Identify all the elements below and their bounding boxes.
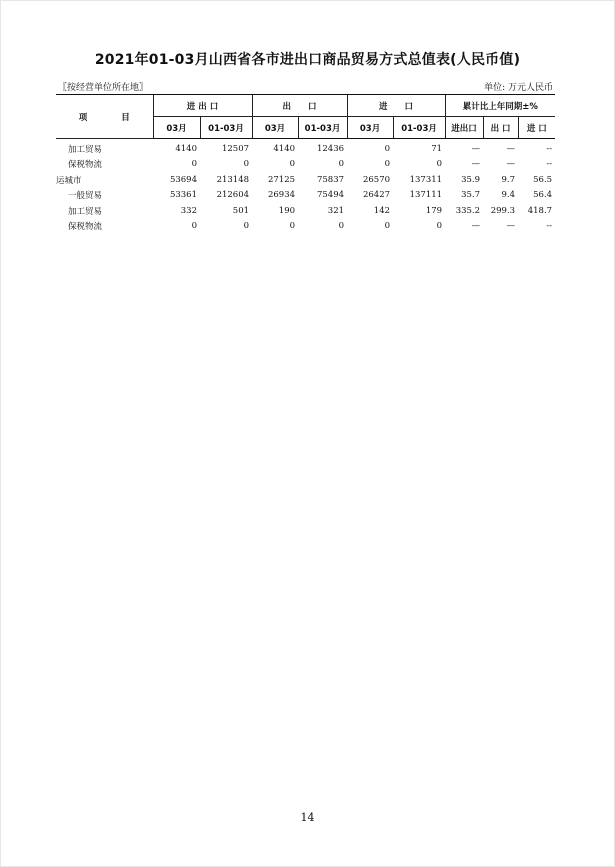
- table-cell: 0: [384, 221, 391, 232]
- row-label: 加工贸易: [68, 144, 103, 155]
- table-cell: 190: [278, 205, 296, 216]
- table-cell: 0: [191, 159, 197, 170]
- header-ex-month: 03月: [252, 117, 298, 139]
- table-cell: 56.5: [533, 174, 553, 185]
- table-cell: —: [471, 221, 481, 232]
- table-cell: —: [506, 159, 516, 170]
- table-cell: 137311: [409, 174, 443, 185]
- page-title: 2021年01-03月山西省各市进出口商品贸易方式总值表(人民币值): [94, 52, 521, 68]
- header-yoy-change: 累计比上年同期±%: [445, 95, 555, 117]
- row-label: 保税物流: [68, 160, 103, 171]
- table-cell: 26570: [362, 174, 391, 185]
- table-cell: —: [471, 159, 481, 170]
- table-cell: 332: [180, 205, 197, 216]
- table-cell: 53361: [169, 190, 197, 201]
- header-item: 项 目: [56, 95, 153, 139]
- table-row: [56, 203, 555, 219]
- table-cell: --: [546, 221, 553, 232]
- table-cell: 179: [425, 205, 443, 216]
- table-cell: 75837: [316, 174, 345, 185]
- table-body: [56, 139, 555, 235]
- table-cell: 71: [431, 143, 443, 154]
- table-cell: 0: [289, 159, 296, 170]
- table-cell: 0: [191, 221, 197, 232]
- table-cell: --: [546, 159, 553, 170]
- table-cell: 35.7: [461, 190, 481, 201]
- header-export: 出 口: [252, 95, 347, 117]
- table-cell: 4140: [273, 143, 296, 154]
- trade-value-table: [56, 94, 555, 234]
- table-cell: 299.3: [490, 205, 516, 216]
- header-import: 进 口: [347, 95, 445, 117]
- table-cell: 0: [436, 221, 443, 232]
- header-import-export: 进 出 口: [153, 95, 252, 117]
- table-cell: 0: [338, 159, 345, 170]
- table-cell: 9.7: [501, 174, 516, 185]
- header-yoy-ex: 出 口: [483, 117, 518, 139]
- table-cell: —: [506, 143, 516, 154]
- table-cell: 27125: [267, 174, 296, 185]
- table-cell: --: [546, 143, 553, 154]
- table-cell: 12436: [316, 143, 345, 154]
- table-cell: 0: [384, 143, 391, 154]
- statistics-basis-note: 〖按经营单位所在地〗: [58, 83, 149, 93]
- table-row: [56, 188, 555, 204]
- table-cell: 9.4: [501, 190, 516, 201]
- table-cell: 335.2: [455, 205, 481, 216]
- header-im-ytd: 01-03月: [393, 117, 445, 139]
- table-cell: 142: [373, 205, 391, 216]
- unit-label: 单位: 万元人民币: [484, 83, 553, 93]
- table-cell: 26427: [362, 190, 391, 201]
- table-cell: 0: [243, 159, 250, 170]
- table-cell: 4140: [175, 143, 197, 154]
- table-cell: 0: [384, 159, 391, 170]
- table-cell: 501: [232, 205, 250, 216]
- table-cell: 56.4: [533, 190, 553, 201]
- header-yoy-ie: 进出口: [445, 117, 483, 139]
- table-cell: 137111: [409, 190, 443, 201]
- header-ie-month: 03月: [153, 117, 200, 139]
- header-row-group: [56, 95, 555, 117]
- table-cell: 0: [338, 221, 345, 232]
- table-cell: 418.7: [527, 205, 553, 216]
- table-cell: 0: [243, 221, 250, 232]
- table-cell: 26934: [267, 190, 296, 201]
- table-cell: 75494: [316, 190, 345, 201]
- table-row: [56, 172, 555, 188]
- table-row: [56, 219, 555, 235]
- table-cell: 213148: [216, 174, 250, 185]
- table-cell: 321: [327, 205, 345, 216]
- table-cell: 212604: [216, 190, 250, 201]
- header-im-month: 03月: [347, 117, 393, 139]
- row-label: 加工贸易: [68, 206, 103, 217]
- row-label: 运城市: [56, 175, 82, 186]
- table-cell: 53694: [169, 174, 197, 185]
- header-ex-ytd: 01-03月: [298, 117, 347, 139]
- table-cell: 0: [436, 159, 443, 170]
- table-cell: —: [506, 221, 516, 232]
- table-row: [56, 157, 555, 173]
- header-ie-ytd: 01-03月: [200, 117, 252, 139]
- row-label: 一般贸易: [68, 191, 103, 202]
- table-cell: —: [471, 143, 481, 154]
- table-row: [56, 139, 555, 157]
- page-number: 14: [300, 811, 315, 824]
- table-cell: 35.9: [461, 174, 481, 185]
- header-yoy-im: 进 口: [518, 117, 555, 139]
- row-label: 保税物流: [68, 222, 103, 233]
- table-cell: 0: [289, 221, 296, 232]
- table-cell: 12507: [221, 143, 250, 154]
